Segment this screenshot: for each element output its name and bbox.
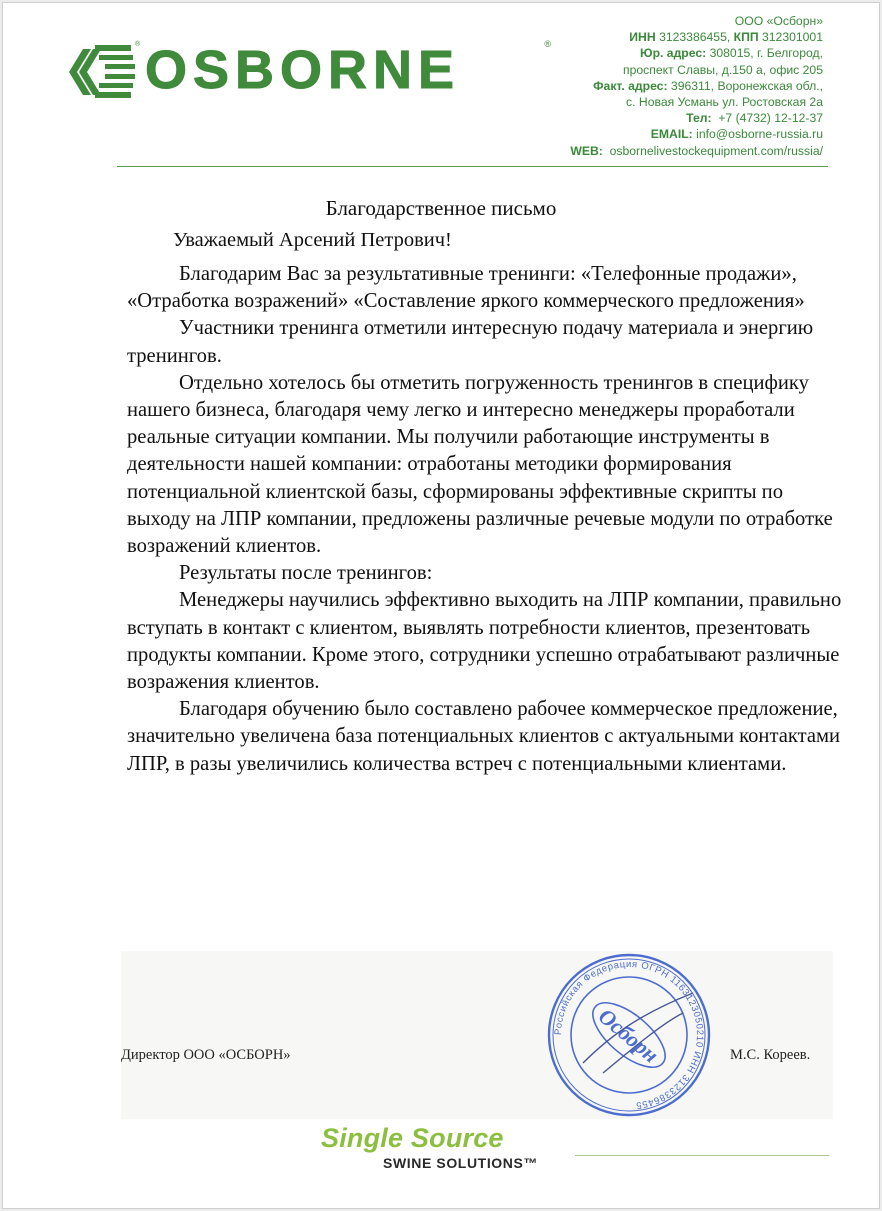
legal-address-line1: 308015, г. Белгород, [709, 46, 823, 61]
director-position: Директор ООО «ОСБОРН» [121, 1047, 291, 1063]
legal-address-row [493, 45, 823, 61]
legal-address-line2: проспект Славы, д.150 а, офис 205 [623, 62, 823, 77]
email-row [493, 126, 823, 142]
company-stamp-icon [543, 953, 715, 1118]
letter-title: Благодарственное письмо [325, 196, 557, 220]
logo-wordmark: OSBORNE [145, 40, 461, 100]
footer-slogan-line2: SWINE SOLUTIONS™ [383, 1155, 539, 1171]
paragraph-2: Участники тренинга отметили интересную подачу материала и энергию тренингов. [127, 317, 814, 367]
director-name: М.С. Кореев. [730, 1047, 811, 1063]
web-label: WEB: [570, 143, 603, 158]
actual-address-row [493, 78, 823, 94]
web-row [493, 143, 823, 159]
phone-row [493, 110, 823, 126]
phone-label: Тел: [686, 111, 712, 126]
paragraph-4: Результаты после тренингов: [179, 562, 433, 585]
footer-divider [575, 1155, 829, 1156]
inn-kpp-row [493, 29, 823, 45]
email-link[interactable]: info@osborne-russia.ru [696, 127, 823, 142]
paragraph-3: Отдельно хотелось бы отметить погруженность тренингов в специфику нашего бизнеса, благодаря чему легко и интересно менеджеры проработали реальные ситуации компании. Мы получили работающие инструменты в деятельности нашей компании: отработаны методики формирования потенциальной клиентской базы, сформированы эффективные скрипты по выходу на ЛПР компании, предложены различные речевые модули по отработке возражений клиентов. [127, 371, 833, 558]
letter-page [2, 2, 880, 1209]
wordmark-registered-mark: ® [544, 39, 551, 49]
legal-address-label: Юр. адрес: [640, 46, 707, 61]
kpp-value: 312301001 [761, 30, 823, 45]
email-label: EMAIL: [650, 127, 693, 142]
inn-value: 3123386455, [659, 30, 731, 45]
header-divider [117, 166, 828, 167]
osborne-emblem-icon [65, 39, 139, 105]
footer-slogan-line1: Single Source [321, 1123, 504, 1153]
signature-area [121, 951, 833, 1119]
paragraph-6: Благодаря обучению было составлено рабочее коммерческое предложение, значительно увеличена база потенциальных клиентов с актуальными контактами ЛПР, в разы увеличились количества встреч с потенциальными клиентами. [127, 698, 841, 775]
letter-greeting: Уважаемый Арсений Петрович! [173, 229, 452, 251]
phone-value: +7 (4732) 12-12-37 [718, 111, 823, 126]
web-link[interactable]: osbornelivestockequipment.com/russia/ [609, 143, 823, 158]
stamp-center-text: Осборн [593, 1003, 664, 1068]
company-name: ООО «Осборн» [734, 14, 823, 28]
paragraph-5: Менеджеры научились эффективно выходить на ЛПР компании, правильно вступать в контакт с клиентом, выявлять потребности клиентов, презентовать продукты компании. Кроме этого, сотрудники успешно отрабатывают различные возражения клиентов. [127, 589, 842, 694]
osborne-logo [65, 39, 551, 105]
company-contacts [493, 13, 823, 159]
emblem-registered-mark: ® [135, 41, 141, 48]
actual-address-label: Факт. адрес: [593, 78, 668, 93]
inn-label: ИНН [629, 30, 656, 45]
actual-address-line1: 396311, Воронежская обл., [670, 78, 823, 93]
stamp-ring-text: Российская Федерация ОГРН 1163123050210 ИНН 3123386455 [552, 958, 706, 1111]
actual-address-line2: с. Новая Усмань ул. Ростовская 2а [626, 95, 823, 110]
paragraph-1: Благодарим Вас за результативные тренинги: «Телефонные продажи», «Отработка возражений» «Составление яркого коммерческого предложения» [127, 263, 805, 313]
letter-body [127, 261, 847, 778]
kpp-label: КПП [733, 30, 759, 45]
